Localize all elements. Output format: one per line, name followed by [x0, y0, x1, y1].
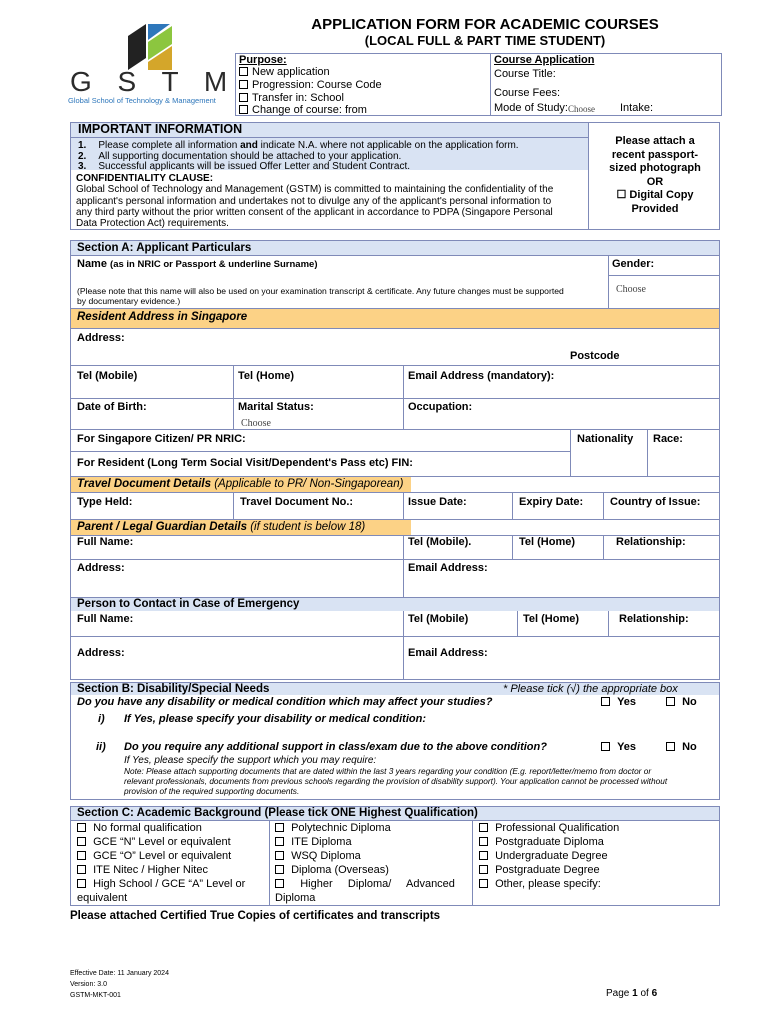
checkbox-icon[interactable]: [275, 865, 284, 874]
important-item-2: 2. All supporting documentation should be attached to your application.: [78, 151, 402, 162]
name-note: (Please note that this name will also be used on your examination transcript & certificate. Any future changes must be supported: [77, 286, 564, 296]
qual-ite-diploma[interactable]: ITE Diploma: [275, 836, 352, 848]
footer-version: Version: 3.0: [70, 981, 107, 988]
digital-copy-checkbox[interactable]: ☐ Digital Copy: [616, 189, 694, 201]
disability-no[interactable]: No: [666, 696, 697, 708]
checkbox-icon[interactable]: [77, 865, 86, 874]
important-item-3: 3. Successful applicants will be issued Offer Letter and Student Contract.: [78, 161, 410, 172]
qual-undergrad-degree[interactable]: Undergraduate Degree: [479, 850, 608, 862]
checkbox-icon[interactable]: [479, 879, 488, 888]
name-note: by documentary evidence.): [77, 296, 181, 306]
course-heading: Course Application: [494, 54, 595, 66]
parent-email-field[interactable]: Email Address:: [408, 562, 488, 574]
qual-high-school[interactable]: High School / GCE “A” Level or: [77, 878, 245, 890]
emergency-full-name-field[interactable]: Full Name:: [77, 613, 134, 625]
checkbox-icon[interactable]: [479, 823, 488, 832]
qual-higher-diploma[interactable]: Higher Diploma/ Advanced: [275, 878, 455, 890]
checkbox-icon[interactable]: [239, 105, 248, 114]
emergency-email-field[interactable]: Email Address:: [408, 647, 488, 659]
checkbox-icon[interactable]: [77, 823, 86, 832]
parent-heading: Parent / Legal Guardian Details (if student is below 18): [77, 521, 366, 533]
qual-no-formal[interactable]: No formal qualification: [77, 822, 202, 834]
address-field[interactable]: Address:: [77, 332, 125, 344]
q-ii-num: ii): [96, 741, 106, 753]
emergency-address-field[interactable]: Address:: [77, 647, 125, 659]
checkbox-icon[interactable]: [77, 879, 86, 888]
qual-wsq-diploma[interactable]: WSQ Diploma: [275, 850, 361, 862]
qual-ite-nitec[interactable]: ITE Nitec / Higher Nitec: [77, 864, 208, 876]
footer-effective-date: Effective Date: 11 January 2024: [70, 970, 169, 977]
type-held-field[interactable]: Type Held:: [77, 496, 133, 508]
emergency-relationship-field[interactable]: Relationship:: [619, 613, 689, 625]
confidentiality-heading: CONFIDENTIALITY CLAUSE:: [76, 173, 214, 184]
q-ii-specify-field[interactable]: If Yes, please specify the support which you may require:: [124, 755, 377, 766]
important-item-1: 1. Please complete all information and indicate N.A. where not applicable on the application form.: [78, 140, 519, 151]
purpose-option-new[interactable]: New application: [239, 66, 330, 78]
qual-higher-diploma-cont: Diploma: [275, 892, 316, 904]
checkbox-icon[interactable]: [77, 851, 86, 860]
marital-select[interactable]: Choose: [241, 418, 271, 429]
checkbox-icon[interactable]: [601, 697, 610, 706]
checkbox-icon[interactable]: [479, 837, 488, 846]
q-i-field[interactable]: If Yes, please specify your disability or medical condition:: [124, 713, 426, 725]
qual-postgrad-diploma[interactable]: Postgraduate Diploma: [479, 836, 604, 848]
support-note: Note: Please attach supporting documents that are dated within the last 3 years regarding your condition (E.g. report/letter/memo from doctor or: [124, 766, 652, 776]
support-yes[interactable]: Yes: [601, 741, 636, 753]
section-a-heading: Section A: Applicant Particulars: [77, 242, 252, 254]
parent-tel-home-field[interactable]: Tel (Home): [519, 536, 576, 548]
issue-date-field[interactable]: Issue Date:: [408, 496, 467, 508]
travel-doc-no-field[interactable]: Travel Document No.:: [240, 496, 354, 508]
support-note: provision of the required supporting documents.: [124, 786, 300, 796]
tick-note: * Please tick (√) the appropriate box: [503, 683, 678, 695]
travel-heading: Travel Document Details (Applicable to PR/ Non-Singaporean): [77, 478, 404, 490]
parent-relationship-field[interactable]: Relationship:: [616, 536, 686, 548]
confidentiality-line: any third party without the prior written consent of the applicant in accordance to PDPA (Singapore Personal: [76, 207, 553, 218]
intake-field[interactable]: Intake:: [620, 102, 654, 114]
checkbox-icon[interactable]: [239, 93, 248, 102]
qual-other[interactable]: Other, please specify:: [479, 878, 601, 890]
mode-of-study-select[interactable]: Choose: [568, 104, 595, 114]
checkbox-icon[interactable]: ☐: [616, 189, 627, 201]
expiry-date-field[interactable]: Expiry Date:: [519, 496, 584, 508]
disability-question: Do you have any disability or medical condition which may affect your studies?: [77, 696, 493, 708]
emergency-heading: Person to Contact in Case of Emergency: [77, 598, 300, 610]
mode-of-study-label: Mode of Study:: [494, 102, 568, 114]
gender-label: Gender:: [612, 258, 655, 270]
emergency-tel-mobile-field[interactable]: Tel (Mobile): [408, 613, 469, 625]
form-subtitle: (LOCAL FULL & PART TIME STUDENT): [364, 33, 606, 48]
logo-letters: G S T M: [70, 66, 237, 97]
purpose-option-progression[interactable]: Progression: Course Code: [239, 79, 382, 91]
checkbox-icon[interactable]: [275, 823, 284, 832]
tel-home-field[interactable]: Tel (Home): [238, 370, 295, 382]
dob-field[interactable]: Date of Birth:: [77, 401, 147, 413]
purpose-option-transfer[interactable]: Transfer in: School: [239, 92, 344, 104]
tel-mobile-field[interactable]: Tel (Mobile): [77, 370, 138, 382]
course-fees-field[interactable]: Course Fees:: [494, 87, 561, 99]
support-note: relevant professionals, documents from previous schools regarding the provision of disability support). Your application cannot be processed without: [124, 776, 668, 786]
checkbox-icon[interactable]: [77, 837, 86, 846]
checkbox-icon[interactable]: [275, 879, 284, 888]
important-heading: IMPORTANT INFORMATION: [78, 122, 243, 136]
marital-label: Marital Status:: [238, 401, 314, 413]
parent-tel-mobile-field[interactable]: Tel (Mobile).: [408, 536, 472, 548]
checkbox-icon[interactable]: [479, 851, 488, 860]
photo-instructions: Please attach a recent passport- sized photograph OR ☐ Digital Copy Provided: [590, 135, 720, 216]
name-field[interactable]: Name (as in NRIC or Passport & underline Surname): [77, 258, 318, 270]
confidentiality-line: Global School of Technology and Management (GSTM) is committed to maintaining the confidentiality of the: [76, 184, 554, 195]
page-number: Page 1 of 6: [606, 988, 658, 999]
nationality-field[interactable]: Nationality: [577, 433, 634, 445]
qual-diploma-overseas[interactable]: Diploma (Overseas): [275, 864, 389, 876]
support-no[interactable]: No: [666, 741, 697, 753]
country-issue-field[interactable]: Country of Issue:: [610, 496, 701, 508]
confidentiality-line: applicant's personal information and undertakes not to divulge any of the applicant's personal information to: [76, 196, 552, 207]
emergency-tel-home-field[interactable]: Tel (Home): [523, 613, 580, 625]
nric-field[interactable]: For Singapore Citizen/ PR NRIC:: [77, 433, 246, 445]
purpose-option-change[interactable]: Change of course: from: [239, 104, 367, 116]
purpose-heading: Purpose:: [239, 54, 287, 66]
qual-gce-o[interactable]: GCE “O” Level or equivalent: [77, 850, 231, 862]
section-b-heading: Section B: Disability/Special Needs: [77, 683, 270, 695]
checkbox-icon[interactable]: [275, 837, 284, 846]
postcode-field[interactable]: Postcode: [570, 350, 620, 362]
qual-poly-diploma[interactable]: Polytechnic Diploma: [275, 822, 391, 834]
parent-address-field[interactable]: Address:: [77, 562, 125, 574]
race-field[interactable]: Race:: [653, 433, 683, 445]
qual-professional[interactable]: Professional Qualification: [479, 822, 619, 834]
checkbox-icon[interactable]: [239, 80, 248, 89]
fin-field[interactable]: For Resident (Long Term Social Visit/Dependent's Pass etc) FIN:: [77, 457, 413, 469]
form-title: APPLICATION FORM FOR ACADEMIC COURSES: [311, 16, 659, 33]
course-title-field[interactable]: Course Title:: [494, 68, 556, 80]
gender-select[interactable]: Choose: [616, 284, 646, 295]
qual-gce-n[interactable]: GCE “N” Level or equivalent: [77, 836, 231, 848]
qual-high-school-cont: equivalent: [77, 892, 128, 904]
checkbox-icon[interactable]: [479, 865, 488, 874]
q-i-num: i): [98, 713, 105, 725]
checkbox-icon[interactable]: [601, 742, 610, 751]
section-c-heading: Section C: Academic Background (Please tick ONE Highest Qualification): [77, 807, 478, 819]
checkbox-icon[interactable]: [666, 742, 675, 751]
attach-note: Please attached Certified True Copies of certificates and transcripts: [70, 910, 441, 922]
checkbox-icon[interactable]: [666, 697, 675, 706]
footer-doc-code: GSTM-MKT-001: [70, 992, 121, 999]
checkbox-icon[interactable]: [239, 67, 248, 76]
qual-postgrad-degree[interactable]: Postgraduate Degree: [479, 864, 600, 876]
resident-heading: Resident Address in Singapore: [77, 311, 248, 323]
confidentiality-line: Data Protection Act) requirements.: [76, 218, 229, 229]
email-field[interactable]: Email Address (mandatory):: [408, 370, 555, 382]
parent-full-name-field[interactable]: Full Name:: [77, 536, 134, 548]
checkbox-icon[interactable]: [275, 851, 284, 860]
q-ii-question: Do you require any additional support in class/exam due to the above condition?: [124, 741, 547, 753]
logo-tagline: Global School of Technology & Management: [68, 96, 216, 105]
disability-yes[interactable]: Yes: [601, 696, 636, 708]
occupation-field[interactable]: Occupation:: [408, 401, 473, 413]
